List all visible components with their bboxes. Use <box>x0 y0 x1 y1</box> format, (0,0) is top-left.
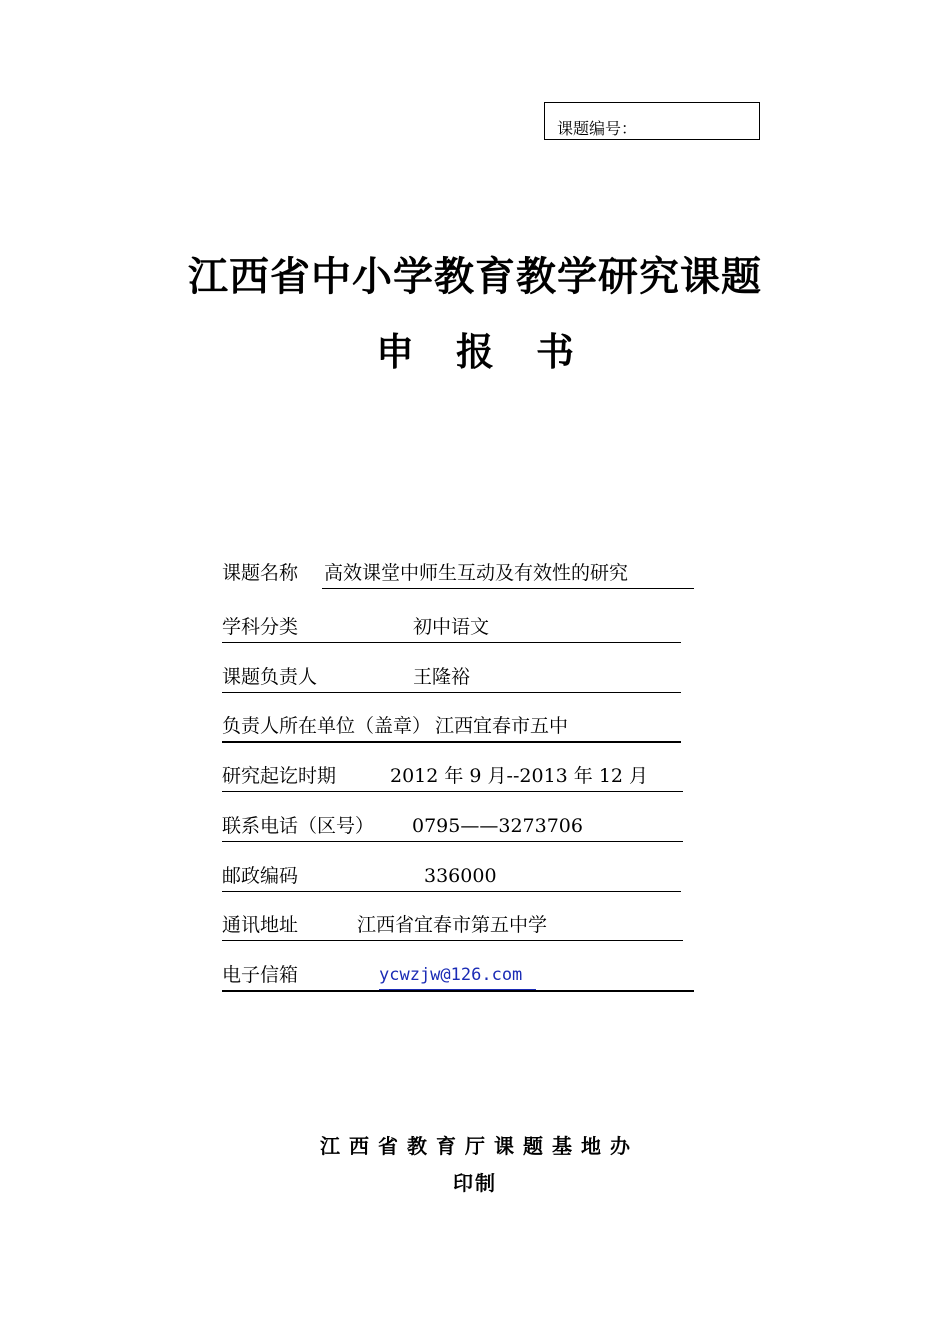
document-title: 江西省中小学教育教学研究课题 <box>188 254 762 300</box>
field-label: 通讯地址 <box>222 914 299 936</box>
field-value: 初中语文 <box>413 616 490 638</box>
field-label: 课题名称 <box>222 562 299 584</box>
field-value: 江西宜春市五中 <box>435 715 569 737</box>
field-label: 研究起讫时期 <box>222 765 337 787</box>
topic-code-label: 课题编号： <box>557 119 638 138</box>
field-value: 336000 <box>424 865 497 887</box>
email-link[interactable]: ycwzjw@126.com <box>379 965 523 985</box>
field-value: 高效课堂中师生互动及有效性的研究 <box>324 562 629 584</box>
field-underline <box>322 588 694 589</box>
field-underline <box>222 692 681 693</box>
field-label: 学科分类 <box>222 616 299 638</box>
issuing-organization: 江西省教育厅课题基地办 <box>320 1134 639 1158</box>
field-value: 0795——3273706 <box>412 815 583 837</box>
field-label: 负责人所在单位（盖章） <box>222 715 432 737</box>
field-value: 2012 年 9 月--2013 年 12 月 <box>390 765 649 787</box>
field-underline <box>222 940 683 941</box>
field-underline <box>222 841 683 842</box>
field-label: 电子信箱 <box>222 964 299 986</box>
field-value: 江西省宜春市第五中学 <box>357 914 548 936</box>
field-underline <box>222 891 681 892</box>
field-underline <box>222 642 681 643</box>
field-underline <box>222 791 683 792</box>
field-value: 王隆裕 <box>413 666 471 688</box>
topic-code-box <box>544 102 760 140</box>
field-label: 邮政编码 <box>222 865 299 887</box>
field-underline <box>222 741 681 743</box>
print-note: 印制 <box>453 1171 497 1195</box>
field-label: 课题负责人 <box>222 666 318 688</box>
document-subtitle: 申报书 <box>375 330 616 374</box>
field-label: 联系电话（区号） <box>222 815 375 837</box>
field-underline <box>222 990 694 992</box>
